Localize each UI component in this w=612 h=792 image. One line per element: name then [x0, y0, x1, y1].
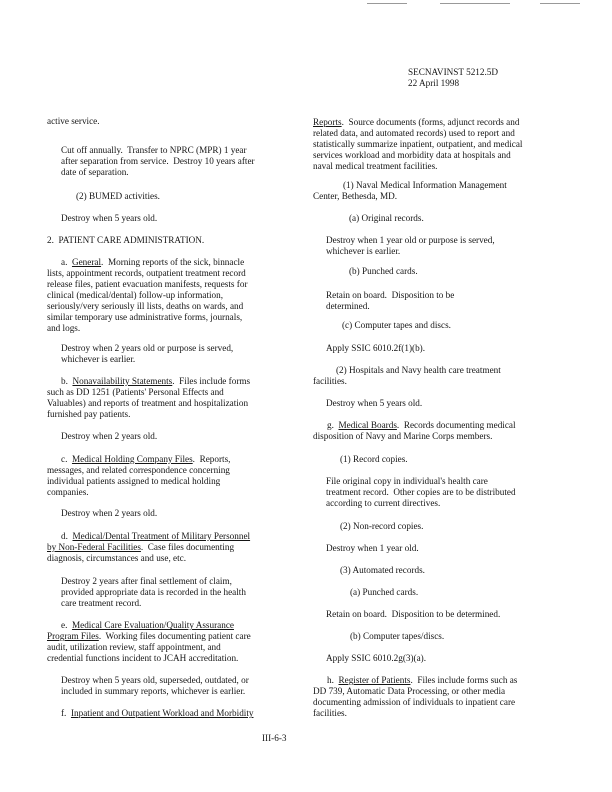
disposition-text: Retain on board. Disposition to be determined. [326, 609, 501, 619]
item-lead: e. [61, 620, 72, 630]
item-lead: c. [61, 454, 72, 464]
scan-mark [440, 3, 510, 4]
subheading: (3) Automated records. [340, 565, 425, 575]
disposition-text: Apply SSIC 6010.2g(3)(a). [326, 653, 427, 663]
item-title: Medical Boards [338, 420, 397, 430]
disposition-text: Destroy when 2 years old or purpose is served, whichever is earlier. [61, 343, 234, 364]
subheading: (a) Original records. [349, 213, 424, 223]
item-text: . Records documenting medical disposition of Navy and Marine Corps members. [313, 420, 516, 441]
disposition-text: Destroy when 5 years old, superseded, outdated, or included in summary reports, whichever is earlier. [61, 675, 249, 696]
item-title: Medical Holding Company Files [71, 454, 193, 464]
item-text: . Files include forms such as DD 1251 (Patients' Personal Effects and Valuables) and reports of treatment and hospitalization furnished pay patients. [47, 376, 251, 419]
document-id: SECNAVINST 5212.5D [408, 67, 499, 77]
disposition-text: Destroy when 5 years old. [61, 213, 158, 223]
item-e-quality-assurance [47, 620, 251, 664]
document-date: 22 April 1998 [408, 78, 460, 88]
page-number: III-6-3 [262, 733, 287, 743]
item-text: . Case files documenting diagnosis, circumstances and use, etc. [47, 542, 235, 563]
item-text: . Morning reports of the sick, binnacle lists, appointment records, outpatient treatment record release files, patient evacuation manifests, requests for clinical (medical/dental) follow-up information, seriously/very seriously ill lists, deaths on wards, and similar temporary use administrative forms, journals, and logs. [47, 257, 248, 333]
item-lead: f. [61, 708, 71, 718]
item-lead: g. [327, 420, 339, 430]
item-title: Nonavailability Statements [72, 376, 173, 386]
item-f-workload [47, 708, 254, 719]
item-text: . Reports, messages, and related correspondence concerning individual patients assigned to medical holding companies. [47, 454, 231, 497]
subheading: Center, Bethesda, MD. [313, 191, 398, 201]
item-text: . Files include forms such as DD 739, Automatic Data Processing, or other media documenting admission of individuals to inpatient care facilities. [313, 675, 518, 718]
scan-mark [540, 3, 580, 4]
item-title: Medical Care Evaluation/Quality Assurance Program Files [47, 620, 234, 641]
subheading: (c) Computer tapes and discs. [342, 320, 451, 330]
item-title: General [71, 257, 102, 267]
item-text: . Working files documenting patient care audit, utilization review, staff appointment, and credential functions incident to JCAH accreditation. [47, 631, 251, 663]
item-lead: b. [61, 376, 73, 386]
subheading: (b) Computer tapes/discs. [350, 631, 445, 641]
section-heading: 2. PATIENT CARE ADMINISTRATION. [47, 235, 205, 245]
disposition-text: Destroy when 1 year old. [326, 543, 419, 553]
subheading: facilities. [313, 376, 347, 386]
item-title: Inpatient and Outpatient Workload and Morbidity [70, 708, 254, 718]
disposition-text: Destroy when 2 years old. [61, 508, 158, 518]
item-f-continued [313, 117, 522, 172]
subheading: (2) BUMED activities. [76, 191, 160, 201]
subheading: (2) Non-record copies. [340, 521, 424, 531]
disposition-text: Destroy when 5 years old. [326, 398, 423, 408]
subheading: (b) Punched cards. [349, 266, 418, 276]
paragraph: active service. [47, 116, 100, 126]
item-c-medical-holding [47, 454, 230, 498]
item-title: Medical/Dental Treatment of Military Personnel by Non-Federal Facilities [47, 531, 251, 552]
disposition-text: Cut off annually. Transfer to NPRC (MPR) 1 year after separation from service. Destroy 10 years after date of separation. [61, 145, 255, 177]
scan-mark [367, 3, 407, 4]
disposition-text: Destroy 2 years after final settlement of claim, provided appropriate data is recorded in the health care treatment record. [61, 576, 246, 608]
disposition-text: Apply SSIC 6010.2f(1)(b). [326, 343, 426, 353]
item-b-nonavailability [47, 376, 250, 420]
item-text: . Source documents (forms, adjunct records and related data, and automated records) used to report and statistically summarize inpatient, outpatient, and medical services workload and morbidity data at hospitals and naval medical treatment facilities. [313, 117, 523, 171]
disposition-text: Retain on board. Disposition to be determined. [326, 290, 455, 311]
item-title: Register of Patients [338, 675, 411, 685]
item-lead: a. [61, 257, 72, 267]
item-lead: d. [61, 531, 73, 541]
item-lead: h. [327, 675, 339, 685]
disposition-text: Destroy when 1 year old or purpose is served, whichever is earlier. [326, 235, 495, 256]
item-g-medical-boards [313, 420, 516, 442]
item-title: Reports [313, 117, 342, 127]
subheading: (2) Hospitals and Navy health care treatment [336, 365, 501, 375]
subheading: (1) Naval Medical Information Management [343, 180, 507, 190]
subheading: (a) Punched cards. [350, 587, 419, 597]
item-d-non-federal-treatment [47, 531, 250, 564]
disposition-text: Destroy when 2 years old. [61, 431, 158, 441]
disposition-text: File original copy in individual's health care treatment record. Other copies are to be distributed according to current directives. [326, 476, 516, 508]
subheading: (1) Record copies. [340, 454, 408, 464]
item-a-general [47, 257, 248, 334]
item-h-register-of-patients [313, 675, 517, 719]
